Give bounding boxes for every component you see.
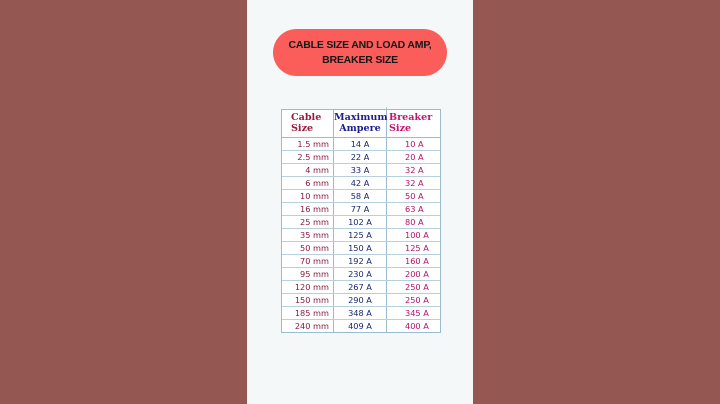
table-row bbox=[282, 177, 440, 190]
breaker-size-cell: 160 A bbox=[405, 256, 429, 266]
table-row bbox=[282, 320, 440, 332]
table-row bbox=[282, 255, 440, 268]
table-row bbox=[282, 229, 440, 242]
breaker-size-cell: 250 A bbox=[405, 295, 429, 305]
header-maximum-ampere: Maximum Ampere bbox=[334, 110, 387, 137]
header-cable-size: Cable Size bbox=[282, 110, 334, 137]
cable-size-table bbox=[281, 109, 441, 333]
maximum-ampere-cell: 33 A bbox=[334, 164, 387, 176]
table-row bbox=[282, 190, 440, 203]
maximum-ampere-cell: 409 A bbox=[334, 320, 387, 332]
maximum-ampere-cell: 58 A bbox=[334, 190, 387, 202]
cable-size-cell: 2.5 mm bbox=[282, 151, 334, 163]
table-row bbox=[282, 294, 440, 307]
table-row bbox=[282, 242, 440, 255]
breaker-size-cell: 32 A bbox=[405, 165, 424, 175]
left-blur-margin bbox=[0, 0, 247, 404]
maximum-ampere-cell: 150 A bbox=[334, 242, 387, 254]
breaker-size-cell: 80 A bbox=[405, 217, 424, 227]
table-body bbox=[282, 138, 440, 332]
cable-size-cell: 10 mm bbox=[282, 190, 334, 202]
right-blur-margin bbox=[473, 0, 720, 404]
table-row bbox=[282, 138, 440, 151]
cable-size-cell: 185 mm bbox=[282, 307, 334, 319]
breaker-size-cell: 400 A bbox=[405, 321, 429, 331]
table-row bbox=[282, 164, 440, 177]
maximum-ampere-cell: 125 A bbox=[334, 229, 387, 241]
breaker-size-cell: 345 A bbox=[405, 308, 429, 318]
maximum-ampere-cell: 267 A bbox=[334, 281, 387, 293]
maximum-ampere-cell: 102 A bbox=[334, 216, 387, 228]
cable-size-cell: 16 mm bbox=[282, 203, 334, 215]
table-row bbox=[282, 151, 440, 164]
title-line-1: CABLE SIZE AND LOAD AMP, bbox=[288, 38, 432, 51]
cable-size-cell: 150 mm bbox=[282, 294, 334, 306]
maximum-ampere-cell: 14 A bbox=[334, 138, 387, 150]
breaker-size-cell: 32 A bbox=[405, 178, 424, 188]
breaker-size-cell: 50 A bbox=[405, 191, 424, 201]
maximum-ampere-cell: 42 A bbox=[334, 177, 387, 189]
maximum-ampere-cell: 22 A bbox=[334, 151, 387, 163]
title-banner bbox=[273, 29, 447, 76]
cable-size-cell: 240 mm bbox=[282, 320, 334, 332]
cable-size-cell: 50 mm bbox=[282, 242, 334, 254]
breaker-size-cell: 100 A bbox=[405, 230, 429, 240]
table-row bbox=[282, 281, 440, 294]
breaker-size-cell: 63 A bbox=[405, 204, 424, 214]
maximum-ampere-cell: 290 A bbox=[334, 294, 387, 306]
cable-size-cell: 6 mm bbox=[282, 177, 334, 189]
breaker-size-cell: 125 A bbox=[405, 243, 429, 253]
maximum-ampere-cell: 348 A bbox=[334, 307, 387, 319]
title-line-2: BREAKER SIZE bbox=[322, 53, 398, 66]
maximum-ampere-cell: 230 A bbox=[334, 268, 387, 280]
maximum-ampere-cell: 192 A bbox=[334, 255, 387, 267]
breaker-size-cell: 200 A bbox=[405, 269, 429, 279]
maximum-ampere-cell: 77 A bbox=[334, 203, 387, 215]
cable-size-cell: 4 mm bbox=[282, 164, 334, 176]
cable-size-cell: 35 mm bbox=[282, 229, 334, 241]
cable-size-cell: 120 mm bbox=[282, 281, 334, 293]
table-row bbox=[282, 216, 440, 229]
cable-size-cell: 70 mm bbox=[282, 255, 334, 267]
breaker-size-cell: 250 A bbox=[405, 282, 429, 292]
breaker-size-cell: 20 A bbox=[405, 152, 424, 162]
cable-size-cell: 25 mm bbox=[282, 216, 334, 228]
table-row bbox=[282, 203, 440, 216]
breaker-size-cell: 10 A bbox=[405, 139, 424, 149]
cable-size-cell: 95 mm bbox=[282, 268, 334, 280]
table-row bbox=[282, 307, 440, 320]
cable-size-cell: 1.5 mm bbox=[282, 138, 334, 150]
header-breaker-size: Breaker Size bbox=[389, 112, 433, 134]
table-row bbox=[282, 268, 440, 281]
table-header-row bbox=[282, 110, 440, 138]
